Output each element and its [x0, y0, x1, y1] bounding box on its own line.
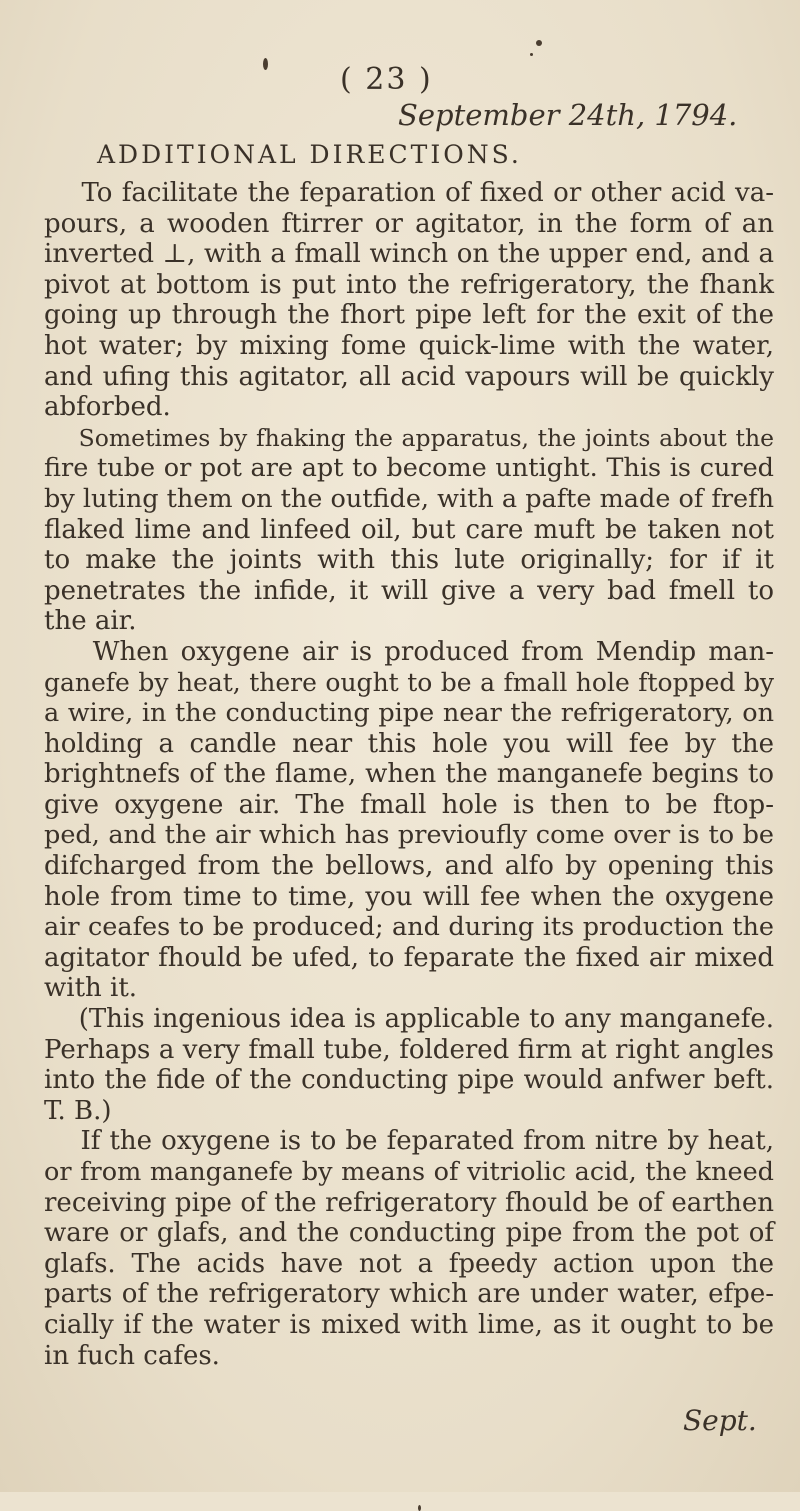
text-line: Perhaps a very fmall tube, foldered firm at right angles: [44, 1034, 774, 1065]
text-line: give oxygene air. The fmall hole is then to be ftop-: [44, 789, 774, 820]
text-line: brightnefs of the flame, when the manganefe begins to: [44, 759, 774, 790]
catchword: Sept.: [683, 1404, 757, 1437]
text-line: ped, and the air which has previoufly come over is to be: [44, 820, 774, 851]
text-line: penetrates the infide, it will give a very bad fmell to: [44, 575, 774, 606]
text-line: pivot at bottom is put into the refrigeratory, the fhank: [44, 269, 774, 300]
text-line: with it.: [44, 973, 138, 1004]
text-line: to make the joints with this lute originally; for if it: [44, 545, 774, 576]
text-line: flaked lime and linfeed oil, but care muft be taken not: [44, 514, 774, 545]
text-line: receiving pipe of the refrigeratory fhould be of earthen: [44, 1187, 774, 1218]
text-line: or from manganefe by means of vitriolic acid, the kneed: [44, 1157, 774, 1187]
text-line: parts of the refrigeratory which are under water, efpe-: [44, 1279, 774, 1310]
ink-speck: [263, 58, 268, 70]
text-line: into the fide of the conducting pipe would anfwer beft.: [44, 1065, 774, 1096]
page-number: ( 23 ): [340, 62, 433, 97]
text-line: difcharged from the bellows, and alfo by opening this: [44, 851, 774, 882]
text-line: ganefe by heat, there ought to be a fmall hole ftopped by: [44, 667, 774, 697]
text-line: in fuch cafes.: [44, 1340, 220, 1371]
text-line: When oxygene air is produced from Mendip man-: [44, 636, 774, 667]
text-line: T. B.): [44, 1095, 112, 1126]
text-line: going up through the fhort pipe left for the exit of the: [44, 300, 774, 331]
text-line: hot water; by mixing fome quick-lime with the water,: [44, 330, 774, 361]
text-line: Sometimes by fhaking the apparatus, the joints about the: [44, 423, 774, 452]
dateline: September 24th, 1794.: [398, 98, 738, 132]
ink-speck: [536, 40, 542, 46]
text-line: glafs. The acids have not a fpeedy action upon the: [44, 1248, 774, 1279]
text-line: If the oxygene is to be feparated from nitre by heat,: [44, 1126, 774, 1157]
text-line: abforbed.: [44, 392, 171, 423]
text-line: pours, a wooden ftirrer or agitator, in the form of an: [44, 208, 774, 239]
text-line: holding a candle near this hole you will fee by the: [44, 728, 774, 759]
text-line: by luting them on the outfide, with a pafte made of frefh: [44, 483, 774, 514]
text-line: the air.: [44, 606, 137, 637]
section-heading: ADDITIONAL DIRECTIONS.: [97, 140, 522, 169]
text-line: air ceafes to be produced; and during its production the: [44, 912, 774, 943]
ink-speck: [418, 1505, 421, 1511]
text-line: (This ingenious idea is applicable to any manganefe.: [44, 1004, 774, 1035]
text-line: a wire, in the conducting pipe near the refrigeratory, on: [44, 698, 774, 729]
text-line: inverted ⊥, with a fmall winch on the upper end, and a: [44, 239, 774, 270]
body-text: [44, 178, 774, 1371]
ink-speck: [530, 53, 533, 56]
text-line: fire tube or pot are apt to become untight. This is cured: [44, 453, 774, 484]
text-line: agitator fhould be ufed, to feparate the fixed air mixed: [44, 942, 774, 973]
text-line: ware or glafs, and the conducting pipe from the pot of: [44, 1218, 774, 1249]
text-line: cially if the water is mixed with lime, as it ought to be: [44, 1309, 774, 1340]
text-line: hole from time to time, you will fee when the oxygene: [44, 881, 774, 912]
text-line: and ufing this agitator, all acid vapours will be quickly: [44, 361, 774, 392]
text-line: To facilitate the feparation of fixed or other acid va-: [44, 178, 774, 208]
